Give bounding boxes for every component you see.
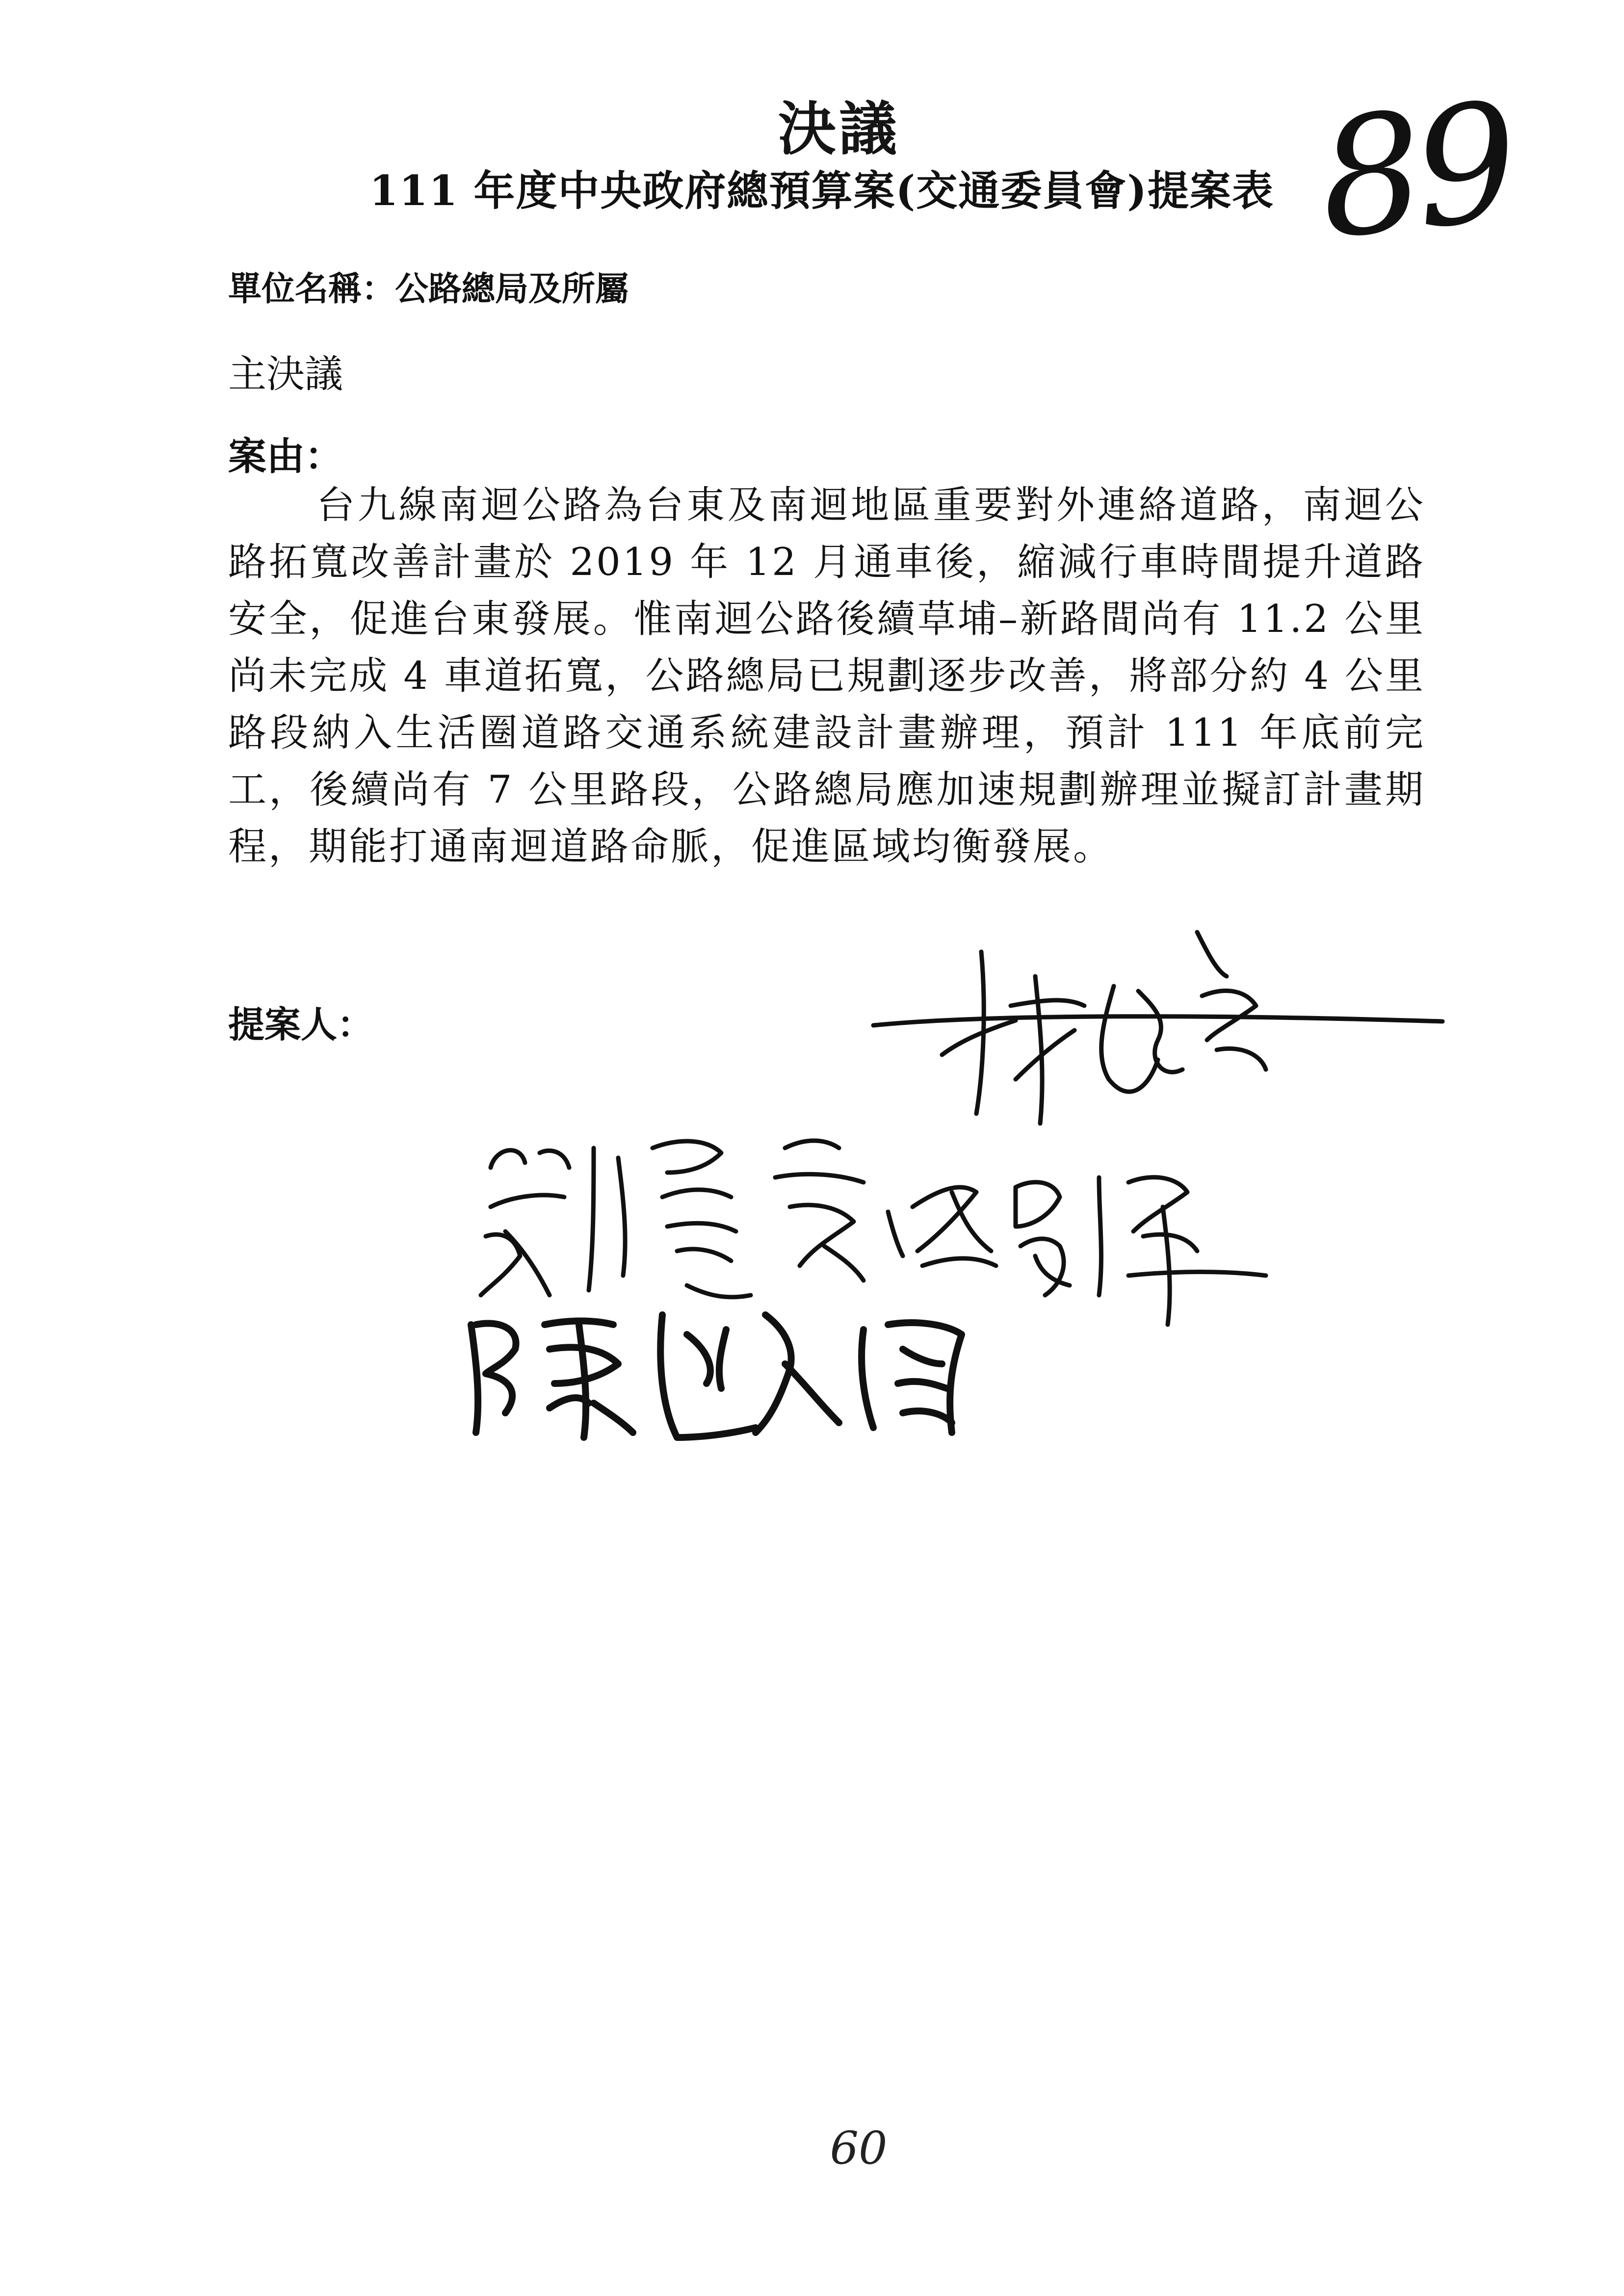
signature-4 [471, 1315, 962, 1437]
handwritten-number: 89 [1310, 67, 1519, 275]
signature-1 [873, 932, 1442, 1123]
resolution-stamp: 決議 [778, 95, 900, 163]
proposer-label: 提案人： [228, 1004, 373, 1046]
reason-body: 台九線南迴公路為台東及南迴地區重要對外連絡道路，南迴公路拓寬改善計畫於 2019 年 12 月通車後，縮減行車時間提升道路安全，促進台東發展。惟南迴公路後續草埔–新路間尚有 11.2 公里尚未完成 4 車道拓寬，公路總局已規劃逐步改善，將部分約 4 公里路段納入生活圈道路交通系統建設計畫辦理，預計 111 年底前完工，後續尚有 7 公里路段，公路總局應加速規劃辦理並擬訂計畫期程，期能打通南迴道路命脈，促進區域均衡發展。 [228, 483, 1425, 869]
signature-3 [913, 1177, 1266, 1325]
document-title: 111 年度中央政府總預算案(交通委員會)提案表 [369, 166, 1275, 215]
page-footer-number: 60 [830, 2122, 888, 2174]
signature-2 [481, 1141, 903, 1297]
reason-label: 案由： [228, 434, 343, 479]
signatures [432, 893, 1511, 1452]
main-resolution-label: 主決議 [228, 352, 343, 396]
unit-name: 單位名稱：公路總局及所屬 [228, 270, 629, 309]
